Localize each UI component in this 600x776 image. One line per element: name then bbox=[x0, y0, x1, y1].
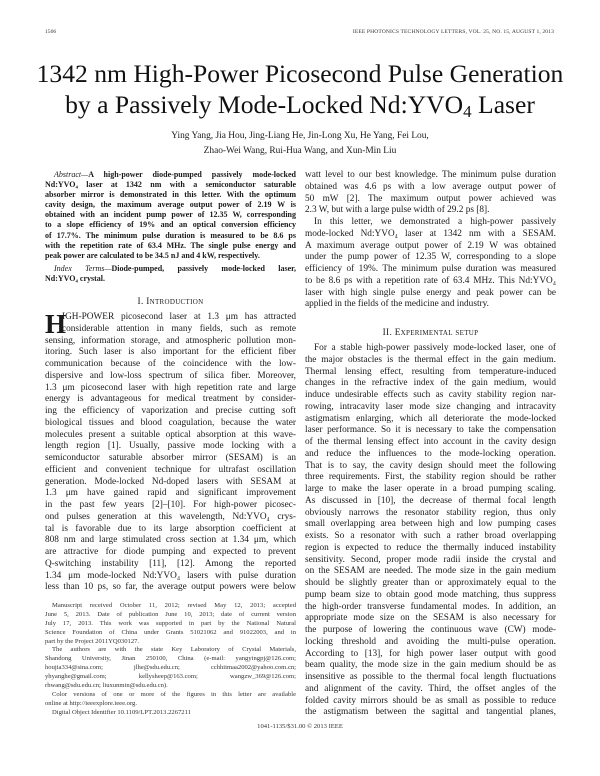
text-line: For a stable high-power passively mode-locked laser, one of bbox=[314, 343, 556, 353]
text-line: with the repetition rate of 63.4 MHz. The single pulse energy and bbox=[45, 240, 296, 250]
page-number: 1506 bbox=[45, 29, 57, 35]
text-line: large to make the laser operate in a broad pumping scaling. bbox=[305, 484, 556, 494]
text-line: small overlapping area between high and low pumping cases bbox=[305, 519, 556, 530]
text-line: As discussed in [10], the decrease of thermal focal length bbox=[305, 495, 556, 506]
text-line: houjia334@sina.com; jlhe@sdu.edu.cn; cchhiimaa2002@yahoo.com.cn; bbox=[45, 664, 296, 672]
title-line-2 bbox=[0, 89, 600, 120]
text-line: The authors are with the state Key Laboratory of Crystal Materials, bbox=[52, 646, 296, 654]
text-line: molecules present a suitable optical absorption at this wave- bbox=[45, 429, 296, 440]
text-line: online at http://ieeexplore.ieee.org. bbox=[45, 699, 137, 707]
text-line: watt level to our best knowledge. The minimum pulse duration bbox=[305, 170, 556, 180]
text-line: Nd:YVO₄ crystal. bbox=[45, 273, 106, 283]
intro-paragraph bbox=[45, 309, 296, 594]
text-line: astigmatism enlarging, which all deteriorate the mode-locked bbox=[305, 413, 556, 424]
title-line-1: 1342 nm High-Power Picosecond Pulse Generation bbox=[36, 59, 564, 88]
author-list bbox=[0, 129, 600, 159]
text-line: changes in the refractive index of the gain medium, would bbox=[305, 378, 556, 389]
paper-title bbox=[0, 58, 600, 120]
text-line: rhwang@sdu.edu.cn; liuxunmin@sdu.edu.cn). bbox=[45, 682, 168, 690]
text-line: Shandong University, Jinan 250100, China (e-mail: yangyingpj@126.com; bbox=[45, 655, 296, 663]
text-line: 1.3 μm picosecond laser with high repetition rate and large bbox=[45, 382, 296, 393]
text-line: Manuscript received October 11, 2012; revised May 12, 2013; accepted bbox=[52, 602, 296, 609]
index-terms bbox=[45, 264, 296, 284]
text-line: in the past few years [2]–[10]. For high-power picosec- bbox=[45, 500, 296, 511]
authors-line-2: Zhao-Wei Wang, Rui-Hua Wang, and Xun-Min Liu bbox=[203, 146, 397, 156]
text-line: sensing, information storage, and atmospheric pollution mon- bbox=[45, 335, 296, 346]
text-line: to be 8.6 ps with a repetition rate of 63.4 MHz. This Nd:YVO₄ bbox=[305, 275, 556, 286]
text-line bbox=[45, 170, 296, 180]
text-line: are attractive for diode pumping and expected to prevent bbox=[45, 547, 296, 558]
text-line: Color versions of one or more of the figures in this letter are available bbox=[52, 690, 296, 698]
text-line: obviously narrows the resonator stability region, thus only bbox=[305, 507, 556, 518]
text-line: locking threshold and avoiding the multi-pulse operation. bbox=[305, 636, 556, 647]
title-subscript: 4 bbox=[463, 102, 472, 121]
text-line: ing the efficiency of vaporization and precise cutting soft bbox=[45, 406, 296, 417]
title-text: by a Passively Mode-Locked Nd:YVO bbox=[65, 90, 464, 119]
left-column bbox=[45, 170, 296, 594]
text-line: Q-switching instability [11], [12]. Among the reported bbox=[45, 558, 296, 569]
text-line: semiconductor saturable absorber mirror (SESAM) is an bbox=[45, 453, 296, 464]
text-line: appropriate mode size on the SESAM is also necessary for bbox=[305, 613, 556, 624]
text-line: efficient and convenient technique for ultrafast oscillation bbox=[45, 464, 296, 475]
title-text: Laser bbox=[471, 90, 535, 119]
index-terms-text: Diode-pumped, passively mode-locked laser, bbox=[111, 263, 296, 273]
text-line: ond pulses generation at this wavelength, Nd:YVO₄ crys- bbox=[45, 511, 296, 522]
text-line: of the thermal lensing effect into account in the cavity design bbox=[305, 437, 556, 447]
section-heading-experimental-setup: II. Experimental setup bbox=[382, 328, 479, 338]
text-line: 1.34 μm mode-locked Nd:YVO₄ lasers with pulse duration bbox=[45, 570, 296, 581]
footnote-color bbox=[45, 691, 296, 709]
text-line: three requirements. First, the stability region should be rather bbox=[305, 472, 556, 483]
text-line: obtained was 4.6 ps with a low average output power of bbox=[305, 181, 556, 192]
text-line: pump beam size to obtain good mode matching, thus suppress bbox=[305, 589, 556, 600]
text-line: obtained with an incident pump power of 12.35 W, corresponding bbox=[45, 210, 296, 220]
text-line: laser with high single pulse energy and peak power can be bbox=[305, 287, 556, 298]
setup-paragraph bbox=[305, 343, 556, 719]
running-header: IEEE PHOTONICS TECHNOLOGY LETTERS, VOL. 25, NO. 15, AUGUST 1, 2013 bbox=[352, 29, 554, 35]
text-line: Science Foundation of China under Grants 51021062 and 91022003, and in bbox=[45, 628, 296, 636]
text-line: part by the Project 2011YQ030127. bbox=[45, 637, 140, 645]
text-line: yhyanghe@gmail.com; kellysheep@163.com; wangzw_369@126.com; bbox=[45, 673, 296, 681]
text-line: 808 nm and large stimulated cross section at 1.34 μm, which bbox=[45, 535, 296, 546]
text-line: biological tissues and blood coagulation, because the water bbox=[45, 417, 296, 428]
text-line: energy is advantageous for medical treatment by consider- bbox=[45, 394, 296, 405]
abstract bbox=[45, 170, 296, 261]
text-line: In this letter, we demonstrated a high-power passively bbox=[314, 217, 556, 227]
text-line: 1.3 μm have gained rapid and significant improvement bbox=[45, 488, 296, 499]
text-line: the high-order transverse fundamental modes. In addition, an bbox=[305, 601, 556, 612]
section-heading-introduction: I. Introduction bbox=[137, 297, 204, 308]
text-line: efficiency of 19%. The minimum pulse duration was measured bbox=[305, 264, 556, 274]
intro-paragraph bbox=[305, 170, 556, 217]
index-terms-label: Index Terms— bbox=[54, 263, 112, 273]
text-line: communication because of the coincidence with the low- bbox=[45, 359, 296, 370]
text-line: sensitivity. Second, proper mode radii inside the crystal and bbox=[305, 554, 556, 565]
text-line: A maximum average output power of 2.19 W was obtained bbox=[305, 240, 556, 251]
copyright-line: 1041-1135/$31.00 © 2013 IEEE bbox=[257, 723, 343, 730]
text-line: Digital Object Identifier 10.1109/LPT.2013.2267211 bbox=[52, 708, 191, 716]
text-line: IGH-POWER picosecond laser at 1.3 μm has attracted bbox=[62, 312, 296, 323]
abstract-text: A high-power diode-pumped passively mode-locked bbox=[88, 170, 296, 179]
text-line: applied in the fields of the medicine and industry. bbox=[305, 299, 489, 310]
text-line: under the pump power of 12.35 W, corresponding to a slope bbox=[305, 252, 556, 263]
text-line: That is to say, the cavity design should meet the following bbox=[305, 460, 556, 471]
text-line: rowing, intracavity laser mode size changing and intracavity bbox=[305, 401, 556, 412]
footnote-doi bbox=[45, 709, 296, 718]
text-line: cavity design, the maximum average output power of 2.19 W is bbox=[45, 200, 296, 210]
text-line: June 5, 2013. Date of publication June 10, 2013; date of current version bbox=[45, 610, 296, 618]
text-line: exists. So a resonator with such a rather broad overlapping bbox=[305, 531, 556, 541]
text-line: July 17, 2013. This work was supported in part by the National Natural bbox=[45, 619, 296, 627]
text-line: region is expected to reduce the thermally induced instability bbox=[305, 542, 556, 553]
abstract-label: Abstract— bbox=[54, 170, 89, 179]
text-line: beam quality, the mode size in the gain medium should be as bbox=[305, 660, 556, 671]
text-line: considerable attention in many fields, such as remote bbox=[62, 323, 296, 334]
text-line: tal is favorable due to its large absorption coefficient at bbox=[45, 523, 296, 534]
text-line: induce undesirable effects such as cavity stability region nar- bbox=[305, 390, 556, 400]
text-line: the astigmatism between the sagittal and tangential planes, bbox=[305, 707, 556, 718]
text-line: length region [1]. Usually, passive mode locking with a bbox=[45, 441, 296, 452]
text-line: to a slope efficiency of 19% and an optical conversion efficiency bbox=[45, 220, 296, 230]
text-line: laser performance. So it is necessary to take the compensation bbox=[305, 425, 556, 436]
text-line: Nd:YVO₄ laser at 1342 nm with a semiconductor saturable bbox=[45, 180, 296, 190]
footnote-received bbox=[45, 602, 296, 646]
text-line: less than 10 ps, so far, the average output powers were below bbox=[45, 582, 296, 593]
text-line: the purpose of lowering the continuous wave (CW) mode- bbox=[305, 625, 556, 635]
text-line: on the SESAM are needed. The mode size in the gain medium bbox=[305, 566, 556, 577]
text-line: insensitive as possible to the thermal focal length fluctuations bbox=[305, 672, 556, 682]
text-line: folded cavity mirrors should be as small as possible to reduce bbox=[305, 695, 556, 706]
text-line: Thermal lensing effect, resulting from temperature-induced bbox=[305, 366, 556, 377]
drop-cap: H bbox=[45, 309, 67, 340]
text-line: and alignment of the cavity. Third, the offset angles of the bbox=[305, 683, 556, 694]
text-line: dispersive and low-loss spectrum of silica fiber. Moreover, bbox=[45, 370, 296, 381]
authors-line-1: Ying Yang, Jia Hou, Jing-Liang He, Jin-Long Xu, He Yang, Fei Lou, bbox=[171, 131, 429, 141]
text-line: and reduce the influences to the mode-locking operation. bbox=[305, 448, 556, 459]
text-line: itoring. Such laser is also important for the efficient fiber bbox=[45, 347, 296, 358]
text-line: 2.3 W, but with a large pulse width of 29.2 ps [8]. bbox=[305, 205, 490, 216]
text-line: generation. Mode-locked Nd-doped lasers with SESAM at bbox=[45, 476, 296, 487]
text-line: the major obstacles is the thermal effect in the gain medium. bbox=[305, 354, 556, 365]
text-line: peak power are calculated to be 34.5 nJ and 4 kW, respectively. bbox=[45, 250, 260, 260]
text-line: should be slightly greater than or approximately equal to the bbox=[305, 578, 556, 588]
intro-paragraph bbox=[305, 217, 556, 311]
text-line: of 17.7%. The minimum pulse duration is measured to be 8.6 ps bbox=[45, 230, 296, 240]
text-line bbox=[45, 264, 296, 274]
footnote bbox=[45, 602, 296, 718]
text-line: 50 mW [2]. The maximum output power achieved was bbox=[305, 193, 556, 204]
text-line: absorber mirror is demonstrated in this letter. With the optimum bbox=[45, 190, 296, 200]
text-line: According to [13], for high power laser output with good bbox=[305, 648, 556, 659]
right-column bbox=[305, 170, 556, 719]
footnote-affiliation bbox=[45, 646, 296, 690]
text-line: mode-locked Nd:YVO₄ laser at 1342 nm with a SESAM. bbox=[305, 228, 556, 239]
